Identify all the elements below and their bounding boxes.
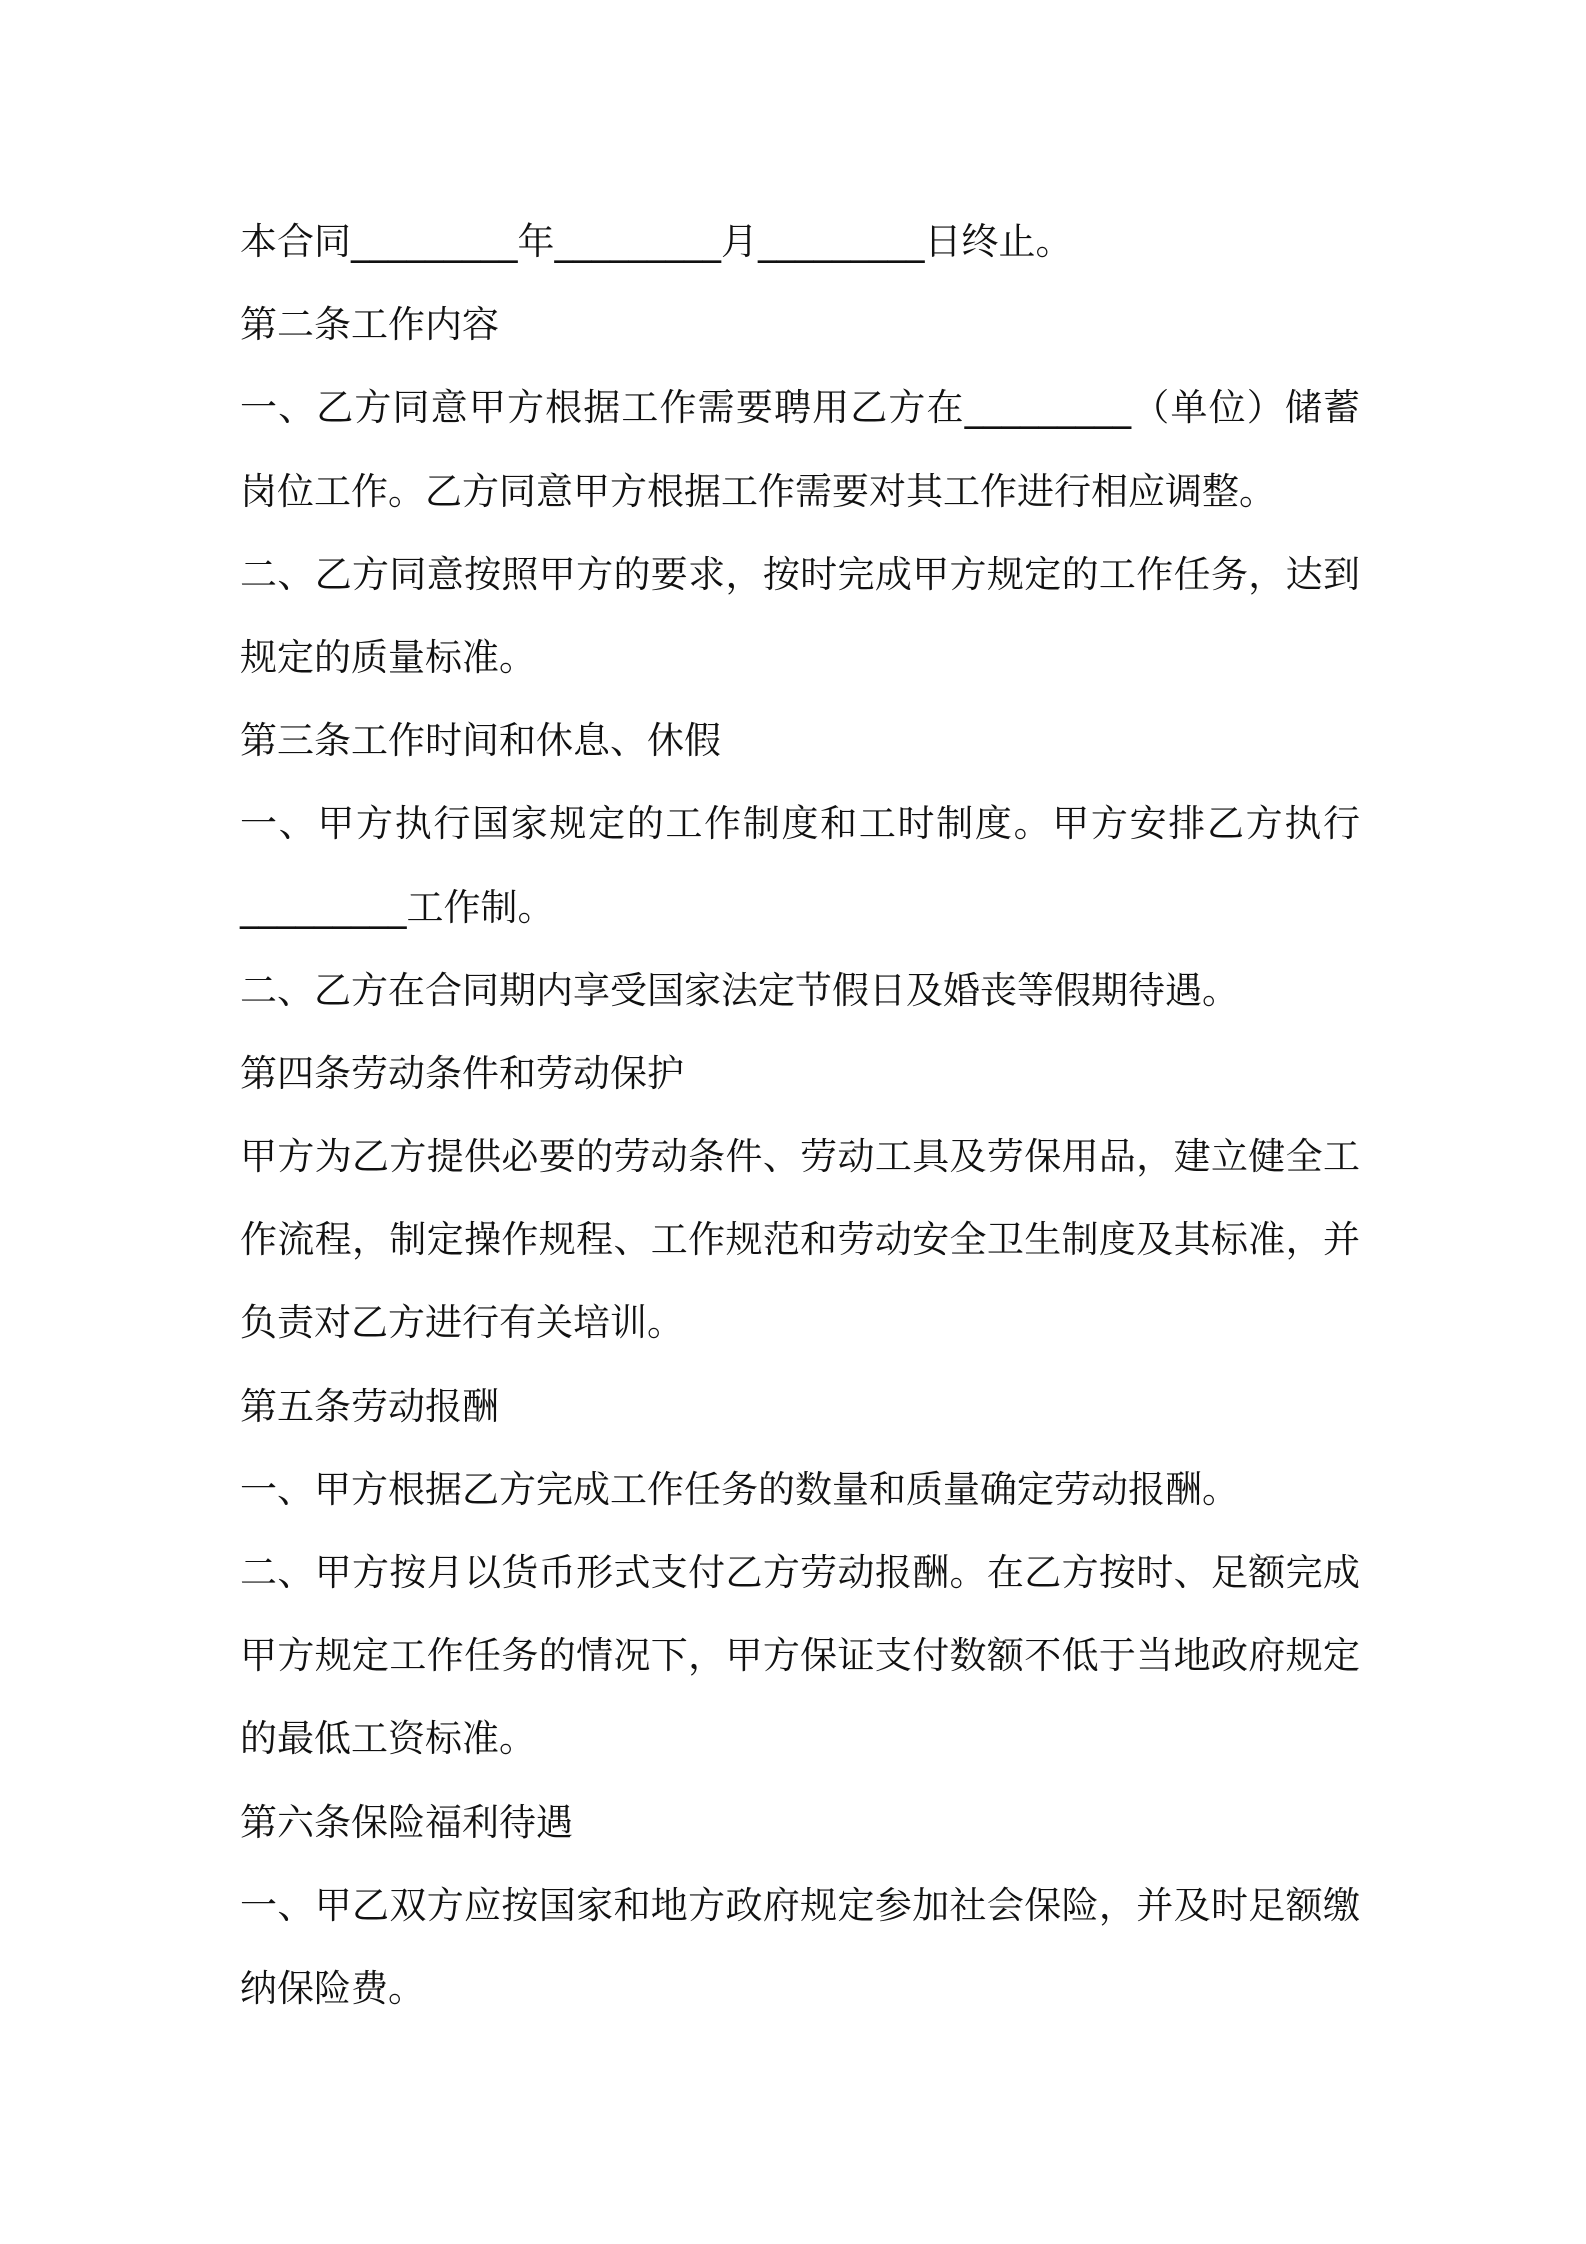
article-6-clause-1-line-2: 纳保险费。 xyxy=(240,1966,425,2010)
article-5-clause-2-line-1: 二、甲方按月以货币形式支付乙方劳动报酬。在乙方按时、足额完成 xyxy=(240,1551,1360,1594)
article-5-heading: 第五条劳动报酬 xyxy=(240,1384,499,1428)
contract-end-date-line: 本合同_________年_________月_________日终止。 xyxy=(240,220,1073,263)
article-3-heading: 第三条工作时间和休息、休假 xyxy=(240,719,721,763)
article-3-clause-1-line-2: _________工作制。 xyxy=(240,885,555,929)
article-4-heading: 第四条劳动条件和劳动保护 xyxy=(240,1051,684,1095)
article-2-clause-2-line-2: 规定的质量标准。 xyxy=(240,635,536,679)
article-6-heading: 第六条保险福利待遇 xyxy=(240,1800,573,1844)
article-5-clause-1: 一、甲方根据乙方完成工作任务的数量和质量确定劳动报酬。 xyxy=(240,1467,1239,1511)
article-4-text-line-2: 作流程，制定操作规程、工作规范和劳动安全卫生制度及其标准，并 xyxy=(240,1218,1360,1262)
article-2-clause-1-line-1: 一、乙方同意甲方根据工作需要聘用乙方在_________（单位）储蓄 xyxy=(240,386,1360,430)
article-5-clause-2-line-3: 的最低工资标准。 xyxy=(240,1717,536,1761)
article-6-clause-1-line-1: 一、甲乙双方应按国家和地方政府规定参加社会保险，并及时足额缴 xyxy=(240,1883,1360,1927)
article-4-text-line-3: 负责对乙方进行有关培训。 xyxy=(240,1301,684,1345)
article-2-clause-2-line-1: 二、乙方同意按照甲方的要求，按时完成甲方规定的工作任务，达到 xyxy=(240,552,1360,596)
article-3-clause-1-line-1: 一、甲方执行国家规定的工作制度和工时制度。甲方安排乙方执行 xyxy=(240,802,1360,846)
article-4-text-line-1: 甲方为乙方提供必要的劳动条件、劳动工具及劳保用品，建立健全工 xyxy=(240,1135,1360,1179)
article-5-clause-2-line-2: 甲方规定工作任务的情况下，甲方保证支付数额不低于当地政府规定 xyxy=(240,1634,1360,1678)
article-2-clause-1-line-2: 岗位工作。乙方同意甲方根据工作需要对其工作进行相应调整。 xyxy=(240,469,1276,513)
document-body xyxy=(240,200,1360,2030)
article-3-clause-2: 二、乙方在合同期内享受国家法定节假日及婚丧等假期待遇。 xyxy=(240,968,1239,1012)
article-2-heading: 第二条工作内容 xyxy=(240,303,499,347)
